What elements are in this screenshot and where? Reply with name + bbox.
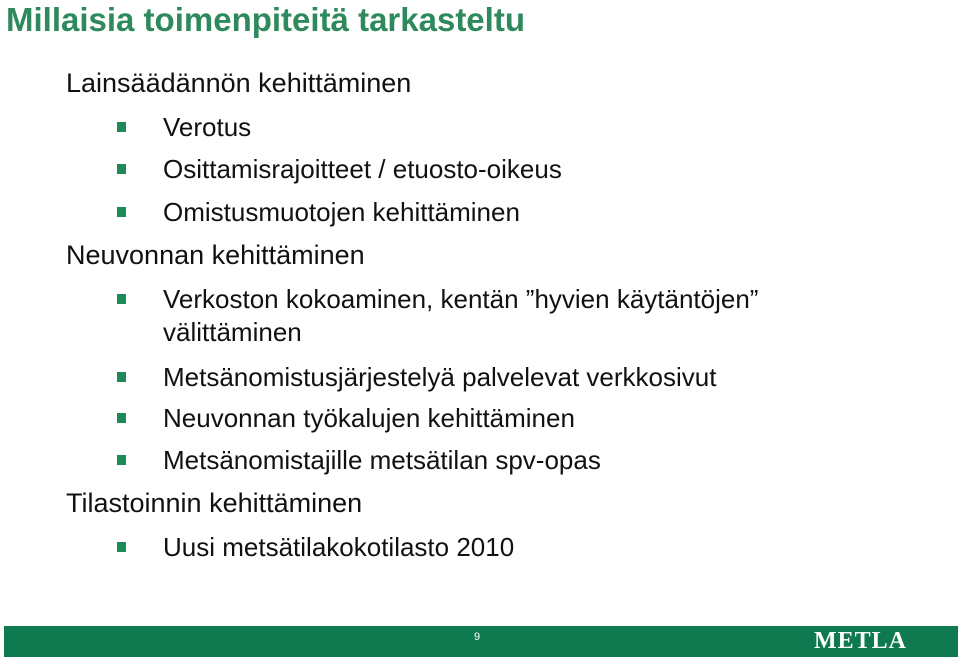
list-item-label: Metsänomistajille metsätilan spv-opas xyxy=(163,445,601,475)
page-number: 9 xyxy=(474,631,481,643)
square-bullet-icon xyxy=(117,455,126,465)
square-bullet-icon xyxy=(117,294,126,304)
metla-logo: METLA xyxy=(814,628,908,654)
section-heading-legislation: Lainsäädännön kehittäminen xyxy=(66,68,412,98)
slide-title: Millaisia toimenpiteitä tarkasteltu xyxy=(6,1,525,38)
list-item-label: Osittamisrajoitteet / etuosto-oikeus xyxy=(163,154,562,184)
square-bullet-icon xyxy=(117,164,126,174)
list-item-label: Uusi metsätilakokotilasto 2010 xyxy=(163,532,515,562)
square-bullet-icon xyxy=(117,542,126,552)
section-heading-advisory: Neuvonnan kehittäminen xyxy=(66,240,365,270)
list-item-label: Neuvonnan työkalujen kehittäminen xyxy=(163,403,575,433)
list-item-label-continued: välittäminen xyxy=(163,317,302,347)
list-item-label: Omistusmuotojen kehittäminen xyxy=(163,197,520,227)
list-item-label: Verkoston kokoaminen, kentän ”hyvien käytäntöjen” xyxy=(163,284,759,314)
square-bullet-icon xyxy=(117,372,126,382)
square-bullet-icon xyxy=(117,122,126,132)
square-bullet-icon xyxy=(117,207,126,217)
list-item-label: Verotus xyxy=(163,112,252,142)
section-heading-statistics: Tilastoinnin kehittäminen xyxy=(66,488,363,518)
square-bullet-icon xyxy=(117,413,126,423)
list-item-label: Metsänomistusjärjestelyä palvelevat verkkosivut xyxy=(163,362,717,392)
